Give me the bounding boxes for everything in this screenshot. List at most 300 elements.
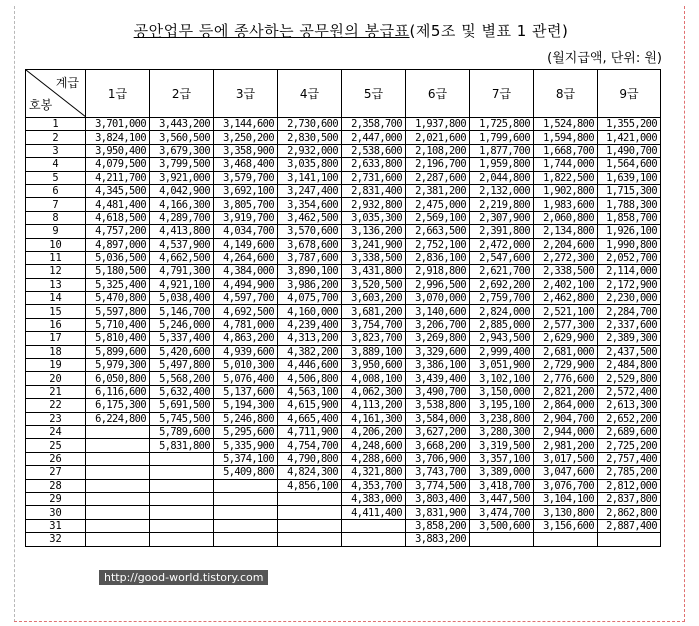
salary-cell: 4,506,800 — [278, 372, 342, 385]
salary-cell: 5,810,400 — [86, 332, 150, 345]
salary-cell: 4,248,600 — [342, 439, 406, 452]
salary-cell: 4,160,000 — [278, 305, 342, 318]
salary-cell: 2,021,600 — [406, 131, 470, 144]
table-row — [26, 305, 661, 318]
salary-cell: 2,060,800 — [534, 211, 598, 224]
watermark-url: http://good-world.tistory.com — [99, 570, 268, 585]
step-cell: 11 — [26, 251, 86, 264]
salary-cell: 5,374,100 — [214, 452, 278, 465]
salary-cell: 3,358,900 — [214, 144, 278, 157]
salary-cell: 2,284,700 — [598, 305, 661, 318]
salary-cell: 5,420,600 — [150, 345, 214, 358]
salary-cell: 2,381,200 — [406, 184, 470, 197]
salary-cell: 1,355,200 — [598, 118, 661, 131]
salary-cell: 4,383,000 — [342, 492, 406, 505]
salary-cell: 2,134,800 — [534, 225, 598, 238]
salary-cell: 3,538,800 — [406, 399, 470, 412]
salary-cell: 2,132,000 — [470, 184, 534, 197]
salary-cell: 4,411,400 — [342, 506, 406, 519]
salary-cell: 4,239,400 — [278, 318, 342, 331]
table-row — [26, 399, 661, 412]
salary-cell: 2,812,000 — [598, 479, 661, 492]
salary-cell: 4,062,300 — [342, 385, 406, 398]
salary-cell: 2,633,800 — [342, 158, 406, 171]
step-cell: 16 — [26, 318, 86, 331]
salary-cell: 3,579,700 — [214, 171, 278, 184]
salary-cell: 3,950,600 — [342, 359, 406, 372]
salary-cell: 2,287,600 — [406, 171, 470, 184]
salary-cell: 1,799,600 — [470, 131, 534, 144]
salary-cell: 5,076,400 — [214, 372, 278, 385]
salary-cell: 2,621,700 — [470, 265, 534, 278]
step-cell: 26 — [26, 452, 86, 465]
salary-cell: 4,537,900 — [150, 238, 214, 251]
table-row — [26, 492, 661, 505]
salary-cell: 1,564,600 — [598, 158, 661, 171]
salary-cell: 3,986,200 — [278, 278, 342, 291]
step-cell: 25 — [26, 439, 86, 452]
salary-cell — [214, 506, 278, 519]
table-body — [26, 118, 661, 547]
salary-cell: 4,042,900 — [150, 184, 214, 197]
salary-cell: 3,035,300 — [342, 211, 406, 224]
salary-cell: 2,538,600 — [342, 144, 406, 157]
salary-cell: 2,932,000 — [278, 144, 342, 157]
salary-cell: 5,470,800 — [86, 292, 150, 305]
table-row — [26, 519, 661, 532]
salary-cell: 4,662,500 — [150, 251, 214, 264]
salary-cell: 3,701,000 — [86, 118, 150, 131]
step-cell: 5 — [26, 171, 86, 184]
salary-cell: 4,264,600 — [214, 251, 278, 264]
salary-cell: 5,831,800 — [150, 439, 214, 452]
salary-cell: 2,307,900 — [470, 211, 534, 224]
salary-cell: 5,710,400 — [86, 318, 150, 331]
salary-cell: 4,288,600 — [342, 452, 406, 465]
salary-cell: 5,497,800 — [150, 359, 214, 372]
salary-cell: 3,950,400 — [86, 144, 150, 157]
salary-cell: 4,413,800 — [150, 225, 214, 238]
salary-cell: 2,904,700 — [534, 412, 598, 425]
salary-cell: 4,921,100 — [150, 278, 214, 291]
salary-cell: 1,639,100 — [598, 171, 661, 184]
salary-cell: 3,474,700 — [470, 506, 534, 519]
step-cell: 28 — [26, 479, 86, 492]
salary-cell: 5,745,500 — [150, 412, 214, 425]
salary-cell: 4,206,200 — [342, 425, 406, 438]
salary-cell: 4,563,100 — [278, 385, 342, 398]
salary-cell: 4,897,000 — [86, 238, 150, 251]
salary-cell — [86, 425, 150, 438]
salary-table — [25, 69, 661, 547]
salary-cell: 2,776,600 — [534, 372, 598, 385]
salary-cell: 3,051,900 — [470, 359, 534, 372]
salary-cell: 1,858,700 — [598, 211, 661, 224]
grade-header-cell: 7급 — [470, 70, 534, 118]
salary-cell: 2,862,800 — [598, 506, 661, 519]
salary-cell: 4,289,700 — [150, 211, 214, 224]
salary-cell: 3,743,700 — [406, 466, 470, 479]
grade-header-cell: 8급 — [534, 70, 598, 118]
step-cell: 3 — [26, 144, 86, 157]
salary-cell: 4,113,200 — [342, 399, 406, 412]
salary-cell — [214, 533, 278, 546]
table-row — [26, 425, 661, 438]
salary-cell: 5,180,500 — [86, 265, 150, 278]
salary-cell: 5,632,400 — [150, 385, 214, 398]
salary-cell: 4,161,300 — [342, 412, 406, 425]
salary-cell: 1,926,100 — [598, 225, 661, 238]
salary-cell: 1,959,800 — [470, 158, 534, 171]
step-cell: 4 — [26, 158, 86, 171]
salary-cell: 3,681,200 — [342, 305, 406, 318]
table-row — [26, 158, 661, 171]
salary-cell: 5,194,300 — [214, 399, 278, 412]
salary-cell: 3,462,500 — [278, 211, 342, 224]
salary-cell: 5,335,900 — [214, 439, 278, 452]
salary-cell — [342, 533, 406, 546]
salary-cell: 4,079,500 — [86, 158, 150, 171]
table-row — [26, 506, 661, 519]
salary-cell: 2,692,200 — [470, 278, 534, 291]
salary-cell: 3,206,700 — [406, 318, 470, 331]
salary-cell: 3,418,700 — [470, 479, 534, 492]
salary-cell: 3,754,700 — [342, 318, 406, 331]
salary-cell: 2,663,500 — [406, 225, 470, 238]
salary-cell: 4,166,300 — [150, 198, 214, 211]
salary-cell: 5,789,600 — [150, 425, 214, 438]
salary-cell — [278, 533, 342, 546]
salary-cell: 4,034,700 — [214, 225, 278, 238]
step-cell: 1 — [26, 118, 86, 131]
step-cell: 30 — [26, 506, 86, 519]
salary-cell: 4,446,600 — [278, 359, 342, 372]
table-row — [26, 238, 661, 251]
salary-cell: 2,577,300 — [534, 318, 598, 331]
salary-cell: 2,821,200 — [534, 385, 598, 398]
salary-cell: 2,613,300 — [598, 399, 661, 412]
salary-cell: 3,047,600 — [534, 466, 598, 479]
grade-header-cell: 5급 — [342, 70, 406, 118]
salary-cell — [86, 479, 150, 492]
salary-cell: 3,338,500 — [342, 251, 406, 264]
table-row — [26, 385, 661, 398]
salary-cell: 3,439,400 — [406, 372, 470, 385]
salary-cell: 3,431,800 — [342, 265, 406, 278]
salary-cell: 4,754,700 — [278, 439, 342, 452]
table-row — [26, 533, 661, 546]
table-row — [26, 318, 661, 331]
step-cell: 32 — [26, 533, 86, 546]
salary-cell: 5,038,400 — [150, 292, 214, 305]
salary-cell: 3,692,100 — [214, 184, 278, 197]
table-row — [26, 265, 661, 278]
salary-cell: 1,421,000 — [598, 131, 661, 144]
table-row — [26, 198, 661, 211]
salary-cell: 3,269,800 — [406, 332, 470, 345]
salary-cell: 4,665,400 — [278, 412, 342, 425]
table-row — [26, 251, 661, 264]
salary-cell: 2,944,000 — [534, 425, 598, 438]
step-cell: 6 — [26, 184, 86, 197]
salary-cell: 4,075,700 — [278, 292, 342, 305]
salary-cell: 2,272,300 — [534, 251, 598, 264]
salary-cell: 2,885,000 — [470, 318, 534, 331]
salary-cell: 2,437,500 — [598, 345, 661, 358]
table-row — [26, 439, 661, 452]
step-cell: 14 — [26, 292, 86, 305]
salary-cell — [86, 533, 150, 546]
salary-cell: 3,102,100 — [470, 372, 534, 385]
step-cell: 22 — [26, 399, 86, 412]
salary-cell: 2,689,600 — [598, 425, 661, 438]
document-title — [26, 20, 676, 41]
corner-label-grade: 계급 — [55, 76, 79, 90]
salary-cell: 3,584,000 — [406, 412, 470, 425]
salary-cell: 2,918,800 — [406, 265, 470, 278]
salary-cell: 2,629,900 — [534, 332, 598, 345]
salary-cell: 3,447,500 — [470, 492, 534, 505]
salary-cell: 2,108,200 — [406, 144, 470, 157]
table-row — [26, 225, 661, 238]
salary-cell: 1,822,500 — [534, 171, 598, 184]
salary-cell: 1,668,700 — [534, 144, 598, 157]
grade-header-cell: 3급 — [214, 70, 278, 118]
salary-cell: 1,524,800 — [534, 118, 598, 131]
salary-cell: 2,932,800 — [342, 198, 406, 211]
salary-cell: 3,468,400 — [214, 158, 278, 171]
table-row — [26, 131, 661, 144]
salary-cell: 4,615,900 — [278, 399, 342, 412]
salary-cell: 2,999,400 — [470, 345, 534, 358]
salary-cell: 3,679,300 — [150, 144, 214, 157]
salary-cell: 3,603,200 — [342, 292, 406, 305]
step-cell: 17 — [26, 332, 86, 345]
salary-cell — [150, 519, 214, 532]
salary-cell: 4,494,900 — [214, 278, 278, 291]
salary-cell: 4,711,900 — [278, 425, 342, 438]
salary-cell: 2,830,500 — [278, 131, 342, 144]
salary-cell: 2,338,500 — [534, 265, 598, 278]
salary-cell: 5,568,200 — [150, 372, 214, 385]
salary-cell: 2,824,000 — [470, 305, 534, 318]
salary-cell: 2,219,800 — [470, 198, 534, 211]
salary-cell: 6,050,800 — [86, 372, 150, 385]
salary-cell: 3,889,100 — [342, 345, 406, 358]
salary-cell: 2,729,900 — [534, 359, 598, 372]
salary-cell: 2,475,000 — [406, 198, 470, 211]
salary-cell: 2,484,800 — [598, 359, 661, 372]
unit-note: (월지급액, 단위: 원) — [547, 51, 662, 66]
salary-cell: 2,447,000 — [342, 131, 406, 144]
table-row — [26, 171, 661, 184]
salary-cell: 2,831,400 — [342, 184, 406, 197]
table-row — [26, 184, 661, 197]
salary-cell: 6,224,800 — [86, 412, 150, 425]
salary-cell: 2,052,700 — [598, 251, 661, 264]
salary-cell: 2,462,800 — [534, 292, 598, 305]
grade-header-cell: 9급 — [598, 70, 661, 118]
table-row — [26, 278, 661, 291]
salary-cell: 1,902,800 — [534, 184, 598, 197]
step-cell: 24 — [26, 425, 86, 438]
salary-cell: 3,136,200 — [342, 225, 406, 238]
salary-cell: 2,752,100 — [406, 238, 470, 251]
salary-cell: 3,070,000 — [406, 292, 470, 305]
salary-cell: 3,386,100 — [406, 359, 470, 372]
salary-cell — [86, 439, 150, 452]
salary-cell: 3,803,400 — [406, 492, 470, 505]
salary-cell: 5,246,000 — [150, 318, 214, 331]
salary-cell: 2,358,700 — [342, 118, 406, 131]
salary-cell: 3,678,600 — [278, 238, 342, 251]
step-cell: 2 — [26, 131, 86, 144]
table-row — [26, 359, 661, 372]
salary-cell: 3,443,200 — [150, 118, 214, 131]
step-cell: 13 — [26, 278, 86, 291]
step-cell: 10 — [26, 238, 86, 251]
salary-cell: 2,337,600 — [598, 318, 661, 331]
salary-cell: 2,681,000 — [534, 345, 598, 358]
salary-cell: 1,937,800 — [406, 118, 470, 131]
salary-cell: 3,250,200 — [214, 131, 278, 144]
salary-cell: 2,044,800 — [470, 171, 534, 184]
salary-cell: 5,137,600 — [214, 385, 278, 398]
table-row — [26, 211, 661, 224]
table-row — [26, 412, 661, 425]
salary-cell: 3,104,100 — [534, 492, 598, 505]
salary-cell: 3,238,800 — [470, 412, 534, 425]
salary-cell: 4,790,800 — [278, 452, 342, 465]
table-header-row — [26, 70, 661, 118]
salary-cell: 3,130,800 — [534, 506, 598, 519]
salary-cell: 3,076,700 — [534, 479, 598, 492]
step-cell: 20 — [26, 372, 86, 385]
salary-cell — [86, 506, 150, 519]
table-row — [26, 118, 661, 131]
salary-cell: 3,560,500 — [150, 131, 214, 144]
salary-cell: 3,247,400 — [278, 184, 342, 197]
salary-cell: 1,715,300 — [598, 184, 661, 197]
salary-cell — [86, 466, 150, 479]
corner-label-step: 호봉 — [29, 98, 53, 112]
salary-cell — [598, 533, 661, 546]
salary-cell: 5,409,800 — [214, 466, 278, 479]
salary-cell: 1,725,800 — [470, 118, 534, 131]
salary-cell: 2,402,100 — [534, 278, 598, 291]
salary-cell: 4,481,400 — [86, 198, 150, 211]
salary-cell: 5,325,400 — [86, 278, 150, 291]
salary-cell: 4,008,100 — [342, 372, 406, 385]
salary-cell: 4,863,200 — [214, 332, 278, 345]
step-cell: 9 — [26, 225, 86, 238]
salary-cell: 3,354,600 — [278, 198, 342, 211]
salary-cell: 3,017,500 — [534, 452, 598, 465]
salary-cell: 5,295,600 — [214, 425, 278, 438]
salary-cell: 1,744,000 — [534, 158, 598, 171]
salary-cell: 3,858,200 — [406, 519, 470, 532]
salary-cell: 1,877,700 — [470, 144, 534, 157]
grade-header-cell: 4급 — [278, 70, 342, 118]
salary-cell: 3,241,900 — [342, 238, 406, 251]
salary-cell: 2,230,000 — [598, 292, 661, 305]
grade-header-cell: 2급 — [150, 70, 214, 118]
salary-cell — [278, 519, 342, 532]
salary-cell — [470, 533, 534, 546]
table-row — [26, 292, 661, 305]
salary-cell — [150, 533, 214, 546]
salary-cell: 4,321,800 — [342, 466, 406, 479]
salary-cell: 3,141,100 — [278, 171, 342, 184]
step-cell: 12 — [26, 265, 86, 278]
salary-cell: 4,149,600 — [214, 238, 278, 251]
table-row — [26, 345, 661, 358]
salary-cell: 3,668,200 — [406, 439, 470, 452]
salary-cell — [278, 492, 342, 505]
salary-cell: 2,757,400 — [598, 452, 661, 465]
salary-cell: 2,569,100 — [406, 211, 470, 224]
salary-cell — [278, 506, 342, 519]
salary-cell: 3,500,600 — [470, 519, 534, 532]
step-cell: 8 — [26, 211, 86, 224]
salary-cell: 3,787,600 — [278, 251, 342, 264]
grade-header-cell: 6급 — [406, 70, 470, 118]
step-cell: 7 — [26, 198, 86, 211]
salary-cell: 5,899,600 — [86, 345, 150, 358]
table-row — [26, 372, 661, 385]
salary-cell: 2,391,800 — [470, 225, 534, 238]
salary-cell — [214, 479, 278, 492]
salary-cell: 3,805,700 — [214, 198, 278, 211]
salary-cell: 3,774,500 — [406, 479, 470, 492]
salary-cell: 4,211,700 — [86, 171, 150, 184]
salary-cell: 2,114,000 — [598, 265, 661, 278]
salary-cell: 2,472,000 — [470, 238, 534, 251]
salary-cell: 3,144,600 — [214, 118, 278, 131]
salary-cell: 3,389,000 — [470, 466, 534, 479]
salary-cell — [150, 466, 214, 479]
step-cell: 31 — [26, 519, 86, 532]
salary-cell: 3,823,700 — [342, 332, 406, 345]
salary-cell: 5,246,800 — [214, 412, 278, 425]
salary-cell: 5,979,300 — [86, 359, 150, 372]
table-row — [26, 479, 661, 492]
salary-cell: 5,597,800 — [86, 305, 150, 318]
step-cell: 27 — [26, 466, 86, 479]
salary-cell: 1,594,800 — [534, 131, 598, 144]
salary-cell: 4,757,200 — [86, 225, 150, 238]
salary-cell — [86, 452, 150, 465]
salary-cell: 3,319,500 — [470, 439, 534, 452]
salary-cell: 5,036,500 — [86, 251, 150, 264]
salary-cell: 2,730,600 — [278, 118, 342, 131]
salary-cell: 6,116,600 — [86, 385, 150, 398]
salary-cell: 3,627,200 — [406, 425, 470, 438]
salary-cell — [150, 452, 214, 465]
salary-cell: 4,692,500 — [214, 305, 278, 318]
step-cell: 21 — [26, 385, 86, 398]
salary-cell — [214, 492, 278, 505]
salary-cell: 3,919,700 — [214, 211, 278, 224]
salary-cell — [342, 519, 406, 532]
grade-header-cell: 1급 — [86, 70, 150, 118]
salary-cell: 3,520,500 — [342, 278, 406, 291]
salary-cell: 2,887,400 — [598, 519, 661, 532]
salary-cell: 3,570,600 — [278, 225, 342, 238]
salary-cell — [214, 519, 278, 532]
salary-cell: 2,172,900 — [598, 278, 661, 291]
salary-cell: 3,921,000 — [150, 171, 214, 184]
